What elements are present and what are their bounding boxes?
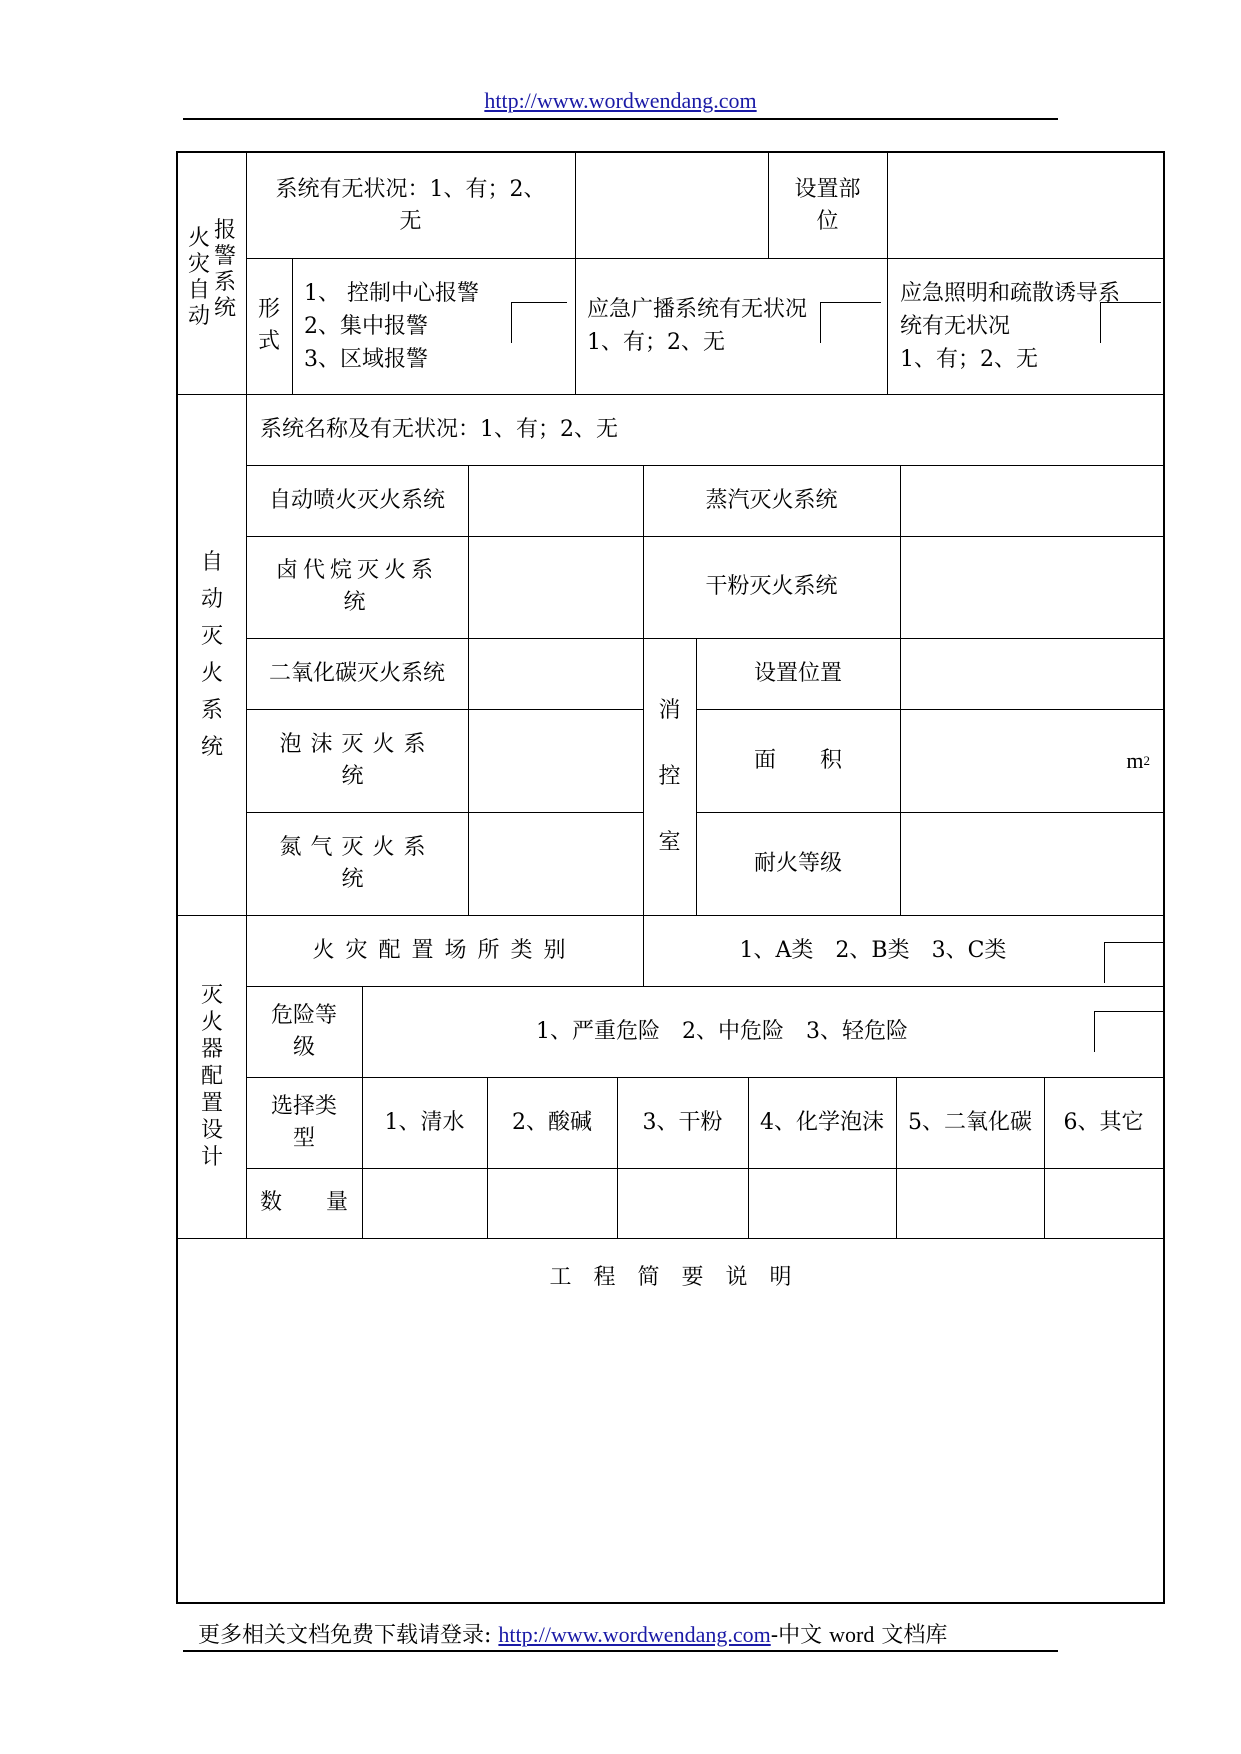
fire-form-table [176,151,1165,1604]
alarm-form-option: 1、 控制中心报警 [304,280,479,306]
vchar: 警 [214,243,237,269]
vchar: 灭 [200,623,223,649]
vchar: 火 [187,225,210,251]
vchar: 设 [200,1118,223,1143]
fire-rating-label: 耐火等级 [753,850,842,876]
quantity-cell[interactable] [362,1168,487,1238]
place-category-options: 1、A类 2、B类 3、C类 [739,937,1007,963]
type-line: 型 [292,1125,315,1151]
alarm-form-label [246,258,292,394]
vchar: 动 [200,586,223,612]
quantity-cell[interactable] [617,1168,748,1238]
lighting-status-label [900,258,1163,394]
project-description-title: 工 程 简 要 说 明 [549,1265,792,1290]
vchar: 形 [257,297,280,322]
halon-line: 统 [343,590,371,615]
hazard-checkbox[interactable] [1094,1011,1164,1052]
grid-line [887,258,888,394]
quantity-cell[interactable] [487,1168,617,1238]
alarm-status-line: 系统有无状况：1、有；2、 [275,176,546,202]
vchar: 计 [200,1145,223,1170]
vchar: 统 [214,295,237,321]
nitrogen-label [246,812,468,915]
type-option: 2、酸碱 [512,1109,592,1135]
alarm-location-label [768,153,887,258]
hazard-label [246,986,362,1077]
alarm-form-option: 3、区域报警 [304,346,428,372]
vchar: 消 [658,697,681,723]
broadcast-line: 应急广播系统有无状况 [587,297,808,322]
vchar: 器 [200,1037,223,1062]
vchar: 式 [257,329,280,354]
hazard-line: 级 [292,1034,315,1060]
vchar: 配 [200,1064,223,1089]
footer-rule [183,1650,1058,1652]
footer-suffix: 文档库 [874,1623,948,1648]
alarm-status-value[interactable] [575,153,768,258]
quantity-cell[interactable] [748,1168,896,1238]
vchar: 控 [658,763,681,789]
quantity-cell[interactable] [1044,1168,1163,1238]
vchar: 统 [200,734,223,760]
halon-label [246,536,468,638]
project-description-area[interactable] [178,1308,1163,1598]
foam-line: 统 [341,763,373,789]
alarm-location-line: 设置部 [794,176,861,202]
lighting-line: 统有无状况 [900,313,1011,339]
alarm-status-line: 无 [399,208,422,234]
foam-value[interactable] [468,709,643,812]
sprinkler-value[interactable] [468,465,643,536]
vchar: 动 [187,303,210,329]
location-value[interactable] [900,638,1163,709]
alarm-status-label [246,153,575,258]
category-checkbox[interactable] [1104,942,1164,983]
sprinkler-label: 自动喷火灭火系统 [268,487,445,513]
grid-line [292,258,293,394]
vchar: 火 [200,1010,223,1035]
co2-label: 二氧化碳灭火系统 [268,660,445,686]
control-room-label [643,638,696,915]
alarm-location-line: 位 [816,208,839,234]
dry-powder-value[interactable] [900,536,1163,638]
extinguish-section-label [178,394,246,915]
vchar: 灾 [187,251,210,277]
type-option: 1、清水 [384,1109,465,1135]
alarm-location-value[interactable] [887,153,1163,258]
steam-label: 蒸汽灭火系统 [705,487,838,513]
vchar: 自 [187,277,210,303]
vchar: 报 [214,217,237,243]
area-unit: m [1126,747,1144,773]
type-label [246,1077,362,1168]
nitrogen-value[interactable] [468,812,643,915]
steam-value[interactable] [900,465,1163,536]
hazard-line: 危险等 [270,1002,337,1028]
lighting-line: 应急照明和疏散诱导系 [900,280,1121,306]
type-option: 4、化学泡沫 [760,1109,884,1135]
area-value[interactable] [900,709,1150,812]
area-unit-exponent: 2 [1143,752,1150,768]
broadcast-line: 1、有；2、无 [587,330,725,355]
quantity-cell[interactable] [896,1168,1044,1238]
foam-label [246,709,468,812]
footer-prefix: 更多相关文档免费下载请登录: [198,1623,499,1648]
dry-powder-label: 干粉灭火系统 [705,574,838,599]
co2-value[interactable] [468,638,643,709]
halon-line: 卤代烷灭火系 [275,558,438,583]
quantity-label: 数 量 [259,1190,348,1215]
header-rule [183,118,1058,120]
fire-rating-value[interactable] [900,812,1163,915]
vchar: 置 [200,1091,223,1116]
grid-line [178,1238,1163,1239]
nitrogen-line: 统 [341,866,373,892]
type-option: 5、二氧化碳 [908,1109,1032,1135]
footer-word: word [829,1622,875,1647]
foam-line: 泡沫灭火系 [279,731,435,757]
type-line: 选择类 [270,1093,337,1119]
vchar: 系 [200,697,223,723]
place-category-label: 火灾配置场所类别 [312,937,577,963]
area-label: 面 积 [753,747,842,773]
footer-mid: -中文 [770,1623,830,1648]
lighting-line: 1、有；2、无 [900,346,1038,372]
type-option: 6、其它 [1063,1109,1144,1135]
vchar: 室 [658,829,681,855]
alarm-section-label [178,153,246,394]
vchar: 灭 [200,983,223,1008]
location-label: 设置位置 [753,660,842,686]
vchar: 系 [214,269,237,295]
extinguish-header: 系统名称及有无状况：1、有；2、无 [260,416,618,442]
vchar: 自 [200,549,223,575]
alarm-form-option: 2、集中报警 [304,313,428,339]
footer-url[interactable]: http://www.wordwendang.com [498,1622,771,1647]
hazard-options: 1、严重危险 2、中危险 3、轻危险 [536,1018,908,1044]
halon-value[interactable] [468,536,643,638]
alarm-form-options [304,258,564,394]
footer [198,1618,947,1649]
nitrogen-line: 氮气灭火系 [279,834,435,860]
vchar: 火 [200,660,223,686]
header-url[interactable]: http://www.wordwendang.com [484,88,757,113]
broadcast-status-label [587,258,887,394]
extinguisher-section-label [178,915,246,1238]
type-option: 3、干粉 [642,1109,723,1135]
